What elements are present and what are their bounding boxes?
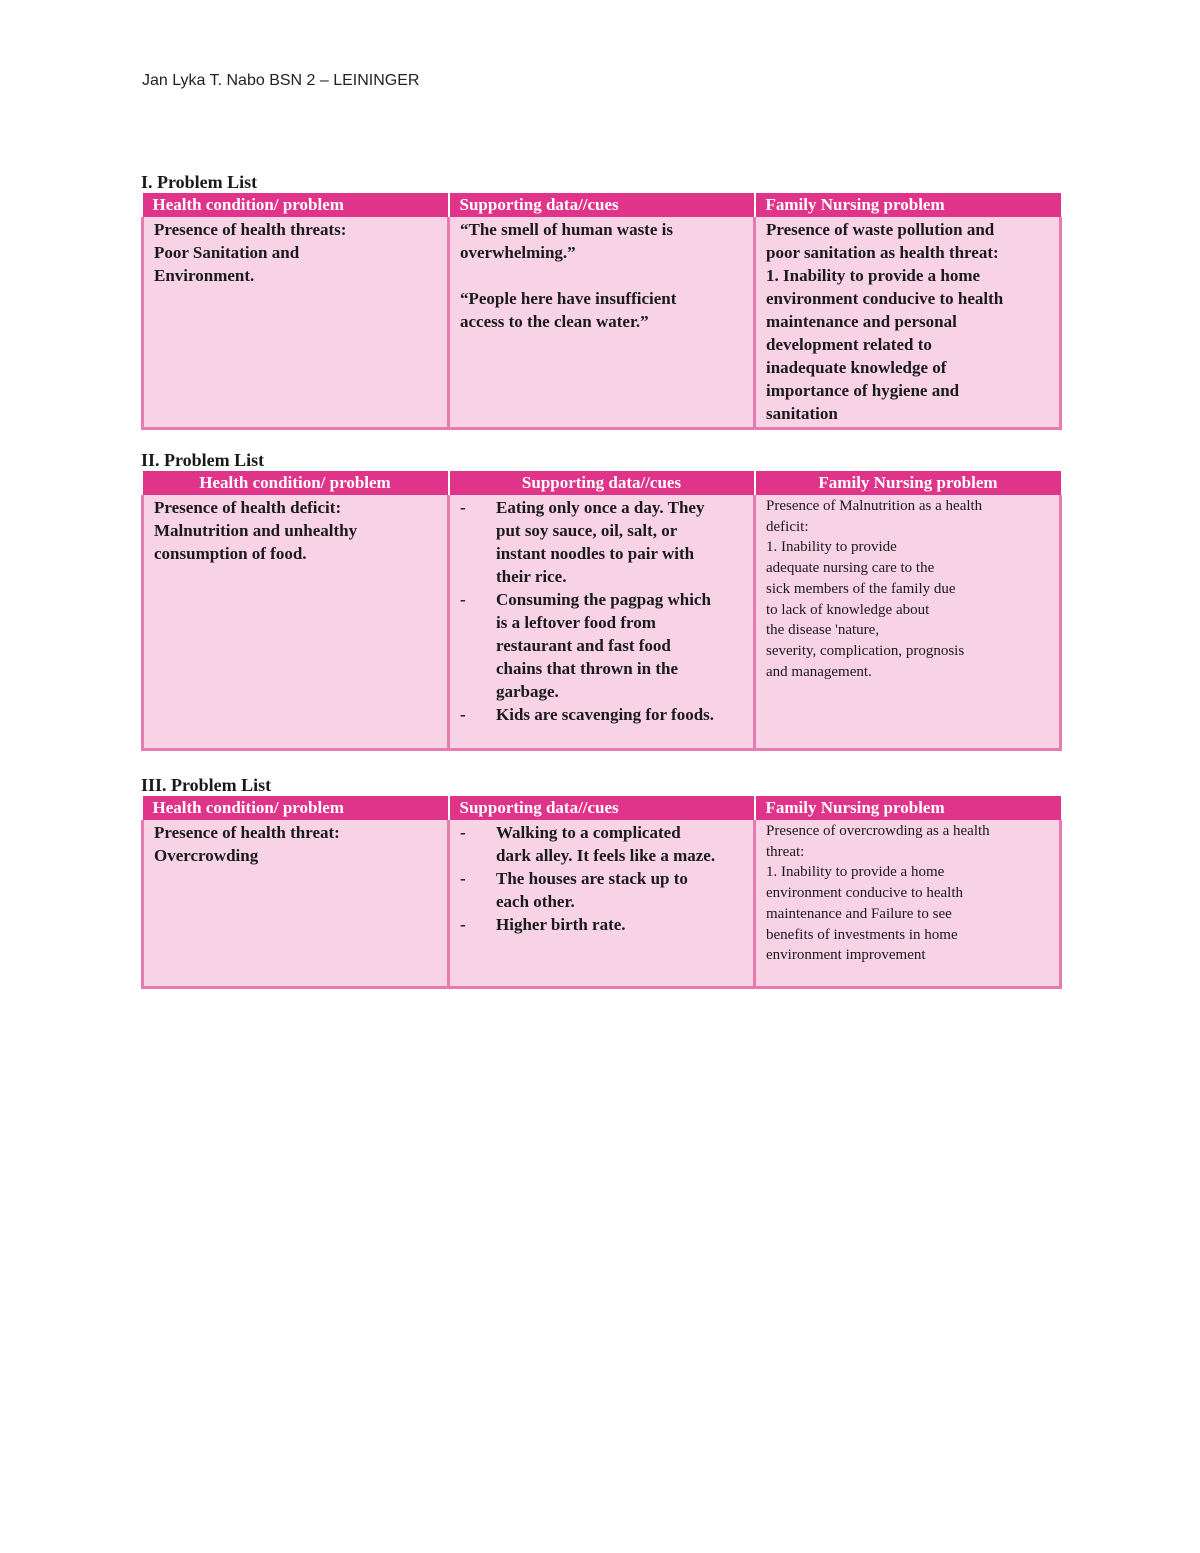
table-header-row: [143, 796, 1061, 820]
cue-line: garbage.: [496, 682, 559, 701]
list-item: [460, 496, 743, 588]
family-line: poor sanitation as health threat:: [766, 243, 999, 262]
dash-bullet: -: [460, 915, 466, 934]
family-line: and management.: [766, 663, 872, 680]
family-line: the disease 'nature,: [766, 622, 880, 639]
health-line: Poor Sanitation and: [154, 243, 300, 262]
dash-bullet: -: [460, 705, 466, 724]
cue-line: is a leftover food from: [496, 613, 656, 632]
problem-table: [141, 796, 1062, 989]
quote-line: overwhelming.”: [460, 243, 576, 262]
column-header-support: Supporting data//cues: [449, 471, 755, 495]
health-line: consumption of food.: [154, 544, 307, 563]
cue-line: Higher birth rate.: [496, 915, 626, 934]
dash-bullet: -: [460, 823, 466, 842]
family-line: Presence of waste pollution and: [766, 220, 995, 239]
supporting-data-cell: [449, 820, 755, 987]
health-line: Malnutrition and unhealthy: [154, 521, 358, 540]
column-header-support: Supporting data//cues: [449, 193, 755, 217]
family-line: development related to: [766, 335, 932, 354]
column-header-family: Family Nursing problem: [755, 471, 1061, 495]
cue-list: [460, 496, 743, 726]
family-line: 1. Inability to provide a home: [766, 864, 945, 881]
family-line: environment conducive to health: [766, 885, 964, 902]
cue-line: The houses are stack up to: [496, 869, 688, 888]
family-line: deficit:: [766, 518, 809, 535]
supporting-data-cell: [449, 217, 755, 429]
family-line: sanitation: [766, 404, 838, 423]
cue-line: dark alley. It feels like a maze.: [496, 846, 716, 865]
column-header-support: Supporting data//cues: [449, 796, 755, 820]
family-line: importance of hygiene and: [766, 381, 960, 400]
family-line: benefits of investments in home: [766, 926, 958, 943]
health-condition-cell: [143, 820, 449, 987]
column-header-family: Family Nursing problem: [755, 796, 1061, 820]
family-line: sick members of the family due: [766, 580, 956, 597]
family-line: environment conducive to health: [766, 289, 1004, 308]
supporting-data-cell: [449, 495, 755, 749]
problem-list-3: [141, 774, 1060, 989]
column-header-health: Health condition/ problem: [143, 796, 449, 820]
quote-line: access to the clean water.”: [460, 312, 649, 331]
cue-line: Kids are scavenging for foods.: [496, 705, 715, 724]
family-line: adequate nursing care to the: [766, 560, 935, 577]
column-header-health: Health condition/ problem: [143, 471, 449, 495]
cue-line: each other.: [496, 892, 575, 911]
health-condition-cell: [143, 217, 449, 429]
problem-table: [141, 471, 1062, 751]
family-nursing-cell: [755, 217, 1061, 429]
family-nursing-cell: [755, 495, 1061, 749]
family-line: maintenance and Failure to see: [766, 905, 952, 922]
health-line: Environment.: [154, 266, 255, 285]
section-title: I. Problem List: [141, 172, 258, 192]
table-row: [143, 217, 1061, 429]
dash-bullet: -: [460, 590, 466, 609]
cue-line: put soy sauce, oil, salt, or: [496, 521, 678, 540]
quote-line: “People here have insufficient: [460, 289, 677, 308]
cue-line: their rice.: [496, 567, 567, 586]
health-line: Overcrowding: [154, 846, 259, 865]
table-header-row: [143, 471, 1061, 495]
family-line: 1. Inability to provide: [766, 539, 897, 556]
column-header-health: Health condition/ problem: [143, 193, 449, 217]
family-line: inadequate knowledge of: [766, 358, 947, 377]
cue-line: instant noodles to pair with: [496, 544, 695, 563]
table-row: [143, 495, 1061, 749]
cue-line: Eating only once a day. They: [496, 498, 705, 517]
family-line: Presence of overcrowding as a health: [766, 823, 990, 839]
list-item: [460, 913, 743, 936]
health-line: Presence of health threats:: [154, 220, 347, 239]
family-line: 1. Inability to provide a home: [766, 266, 981, 285]
list-item: [460, 703, 743, 726]
family-line: maintenance and personal: [766, 312, 957, 331]
problem-list-2: [141, 449, 1060, 751]
cue-line: chains that thrown in the: [496, 659, 678, 678]
cue-line: Consuming the pagpag which: [496, 590, 711, 609]
problem-table: [141, 193, 1062, 430]
health-line: Presence of health threat:: [154, 823, 340, 842]
dash-bullet: -: [460, 498, 466, 517]
list-item: [460, 867, 743, 913]
column-header-family: Family Nursing problem: [755, 193, 1061, 217]
section-title: III. Problem List: [141, 775, 272, 795]
problem-list-1: [141, 171, 1060, 430]
document-header: Jan Lyka T. Nabo BSN 2 – LEININGER: [142, 72, 420, 89]
cue-list: [460, 821, 743, 936]
health-condition-cell: [143, 495, 449, 749]
list-item: [460, 821, 743, 867]
table-header-row: [143, 193, 1061, 217]
cue-line: Walking to a complicated: [496, 823, 681, 842]
section-title: II. Problem List: [141, 450, 265, 470]
family-line: severity, complication, prognosis: [766, 642, 965, 659]
health-line: Presence of health deficit:: [154, 498, 342, 517]
dash-bullet: -: [460, 869, 466, 888]
quote-line: “The smell of human waste is: [460, 220, 673, 239]
family-line: threat:: [766, 843, 805, 860]
family-line: Presence of Malnutrition as a health: [766, 498, 983, 514]
family-line: environment improvement: [766, 947, 926, 964]
table-row: [143, 820, 1061, 987]
family-line: to lack of knowledge about: [766, 601, 930, 618]
cue-line: restaurant and fast food: [496, 636, 671, 655]
family-nursing-cell: [755, 820, 1061, 987]
list-item: [460, 588, 743, 703]
